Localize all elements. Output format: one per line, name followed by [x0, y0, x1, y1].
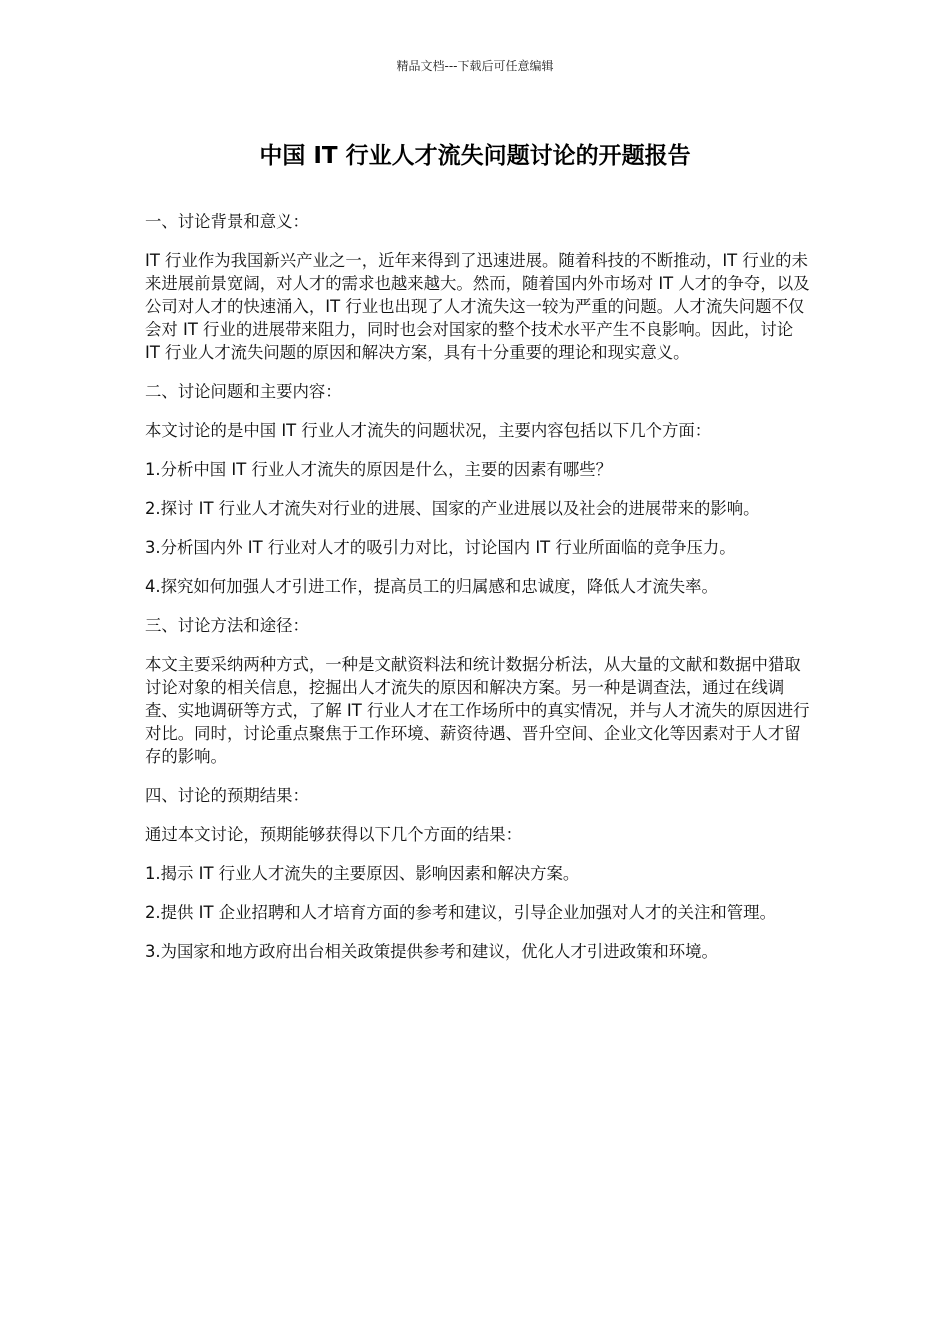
document-title: 中国 IT 行业人才流失问题讨论的开题报告: [259, 143, 691, 169]
page-header: 精品文档---下载后可任意编辑: [396, 59, 554, 73]
body-paragraph: IT 行业作为我国新兴产业之一，近年来得到了迅速进展。随着科技的不断推动，IT 行业的未来进展前景宽阔，对人才的需求也越来越大。然而，随着国内外市场对 IT 人才的争夺，以及公司对人才的快速涌入，IT 行业也出现了人才流失这一较为严重的问题。人才流失问题不仅会对 IT 行业的进展带来阻力，同时也会对国家的整个技术水平产生不良影响。因此，讨论 IT 行业人才流失问题的原因和解决方案，具有十分重要的理论和现实意义。: [145, 251, 810, 362]
section-heading: 一、讨论背景和意义：: [145, 212, 309, 231]
list-item: 3.分析国内外 IT 行业对人才的吸引力对比，讨论国内 IT 行业所面临的竞争压力。: [145, 538, 736, 557]
list-item: 2.探讨 IT 行业人才流失对行业的进展、国家的产业进展以及社会的进展带来的影响。: [145, 499, 760, 518]
list-item: 1.分析中国 IT 行业人才流失的原因是什么，主要的因素有哪些？: [145, 460, 613, 479]
list-item: 2.提供 IT 企业招聘和人才培育方面的参考和建议，引导企业加强对人才的关注和管理。: [145, 903, 776, 922]
body-paragraph: 本文讨论的是中国 IT 行业人才流失的问题状况，主要内容包括以下几个方面：: [145, 421, 712, 440]
section-heading: 三、讨论方法和途径：: [145, 616, 309, 635]
section-heading: 二、讨论问题和主要内容：: [145, 382, 342, 401]
list-item: 1.揭示 IT 行业人才流失的主要原因、影响因素和解决方案。: [145, 864, 580, 883]
body-paragraph: 本文主要采纳两种方式，一种是文献资料法和统计数据分析法，从大量的文献和数据中猎取讨论对象的相关信息，挖掘出人才流失的原因和解决方案。另一种是调查法，通过在线调查、实地调研等方式，了解 IT 行业人才在工作场所中的真实情况，并与人才流失的原因进行对比。同时，讨论重点聚焦于工作环境、薪资待遇、晋升空间、企业文化等因素对于人才留存的影响。: [145, 655, 810, 766]
list-item: 4.探究如何加强人才引进工作，提高员工的归属感和忠诚度，降低人才流失率。: [145, 577, 718, 596]
section-heading: 四、讨论的预期结果：: [145, 786, 309, 805]
body-paragraph: 通过本文讨论，预期能够获得以下几个方面的结果：: [145, 825, 522, 844]
document-body: [145, 210, 810, 979]
list-item: 3.为国家和地方政府出台相关政策提供参考和建议，优化人才引进政策和环境。: [145, 942, 718, 961]
